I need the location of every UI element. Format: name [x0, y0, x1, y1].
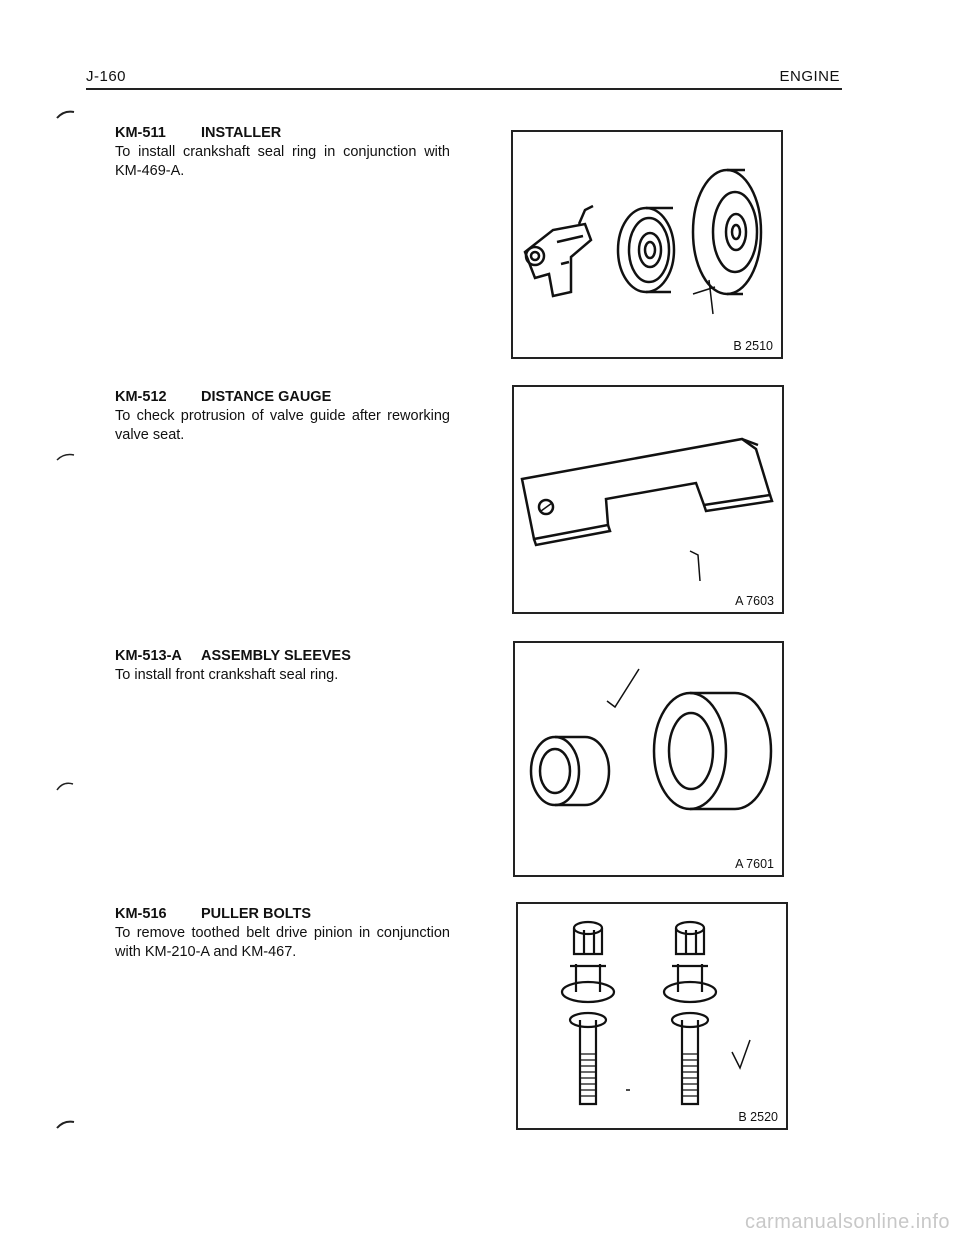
tool-description: To check protrusion of valve guide after reworking valve seat. [115, 408, 450, 443]
figure-ref: B 2510 [733, 339, 773, 353]
tool-title [115, 647, 450, 666]
tool-title [115, 905, 450, 924]
tool-name: DISTANCE GAUGE [201, 389, 332, 405]
tool-code: KM-516 [115, 906, 167, 922]
tool-entry-km-512 [115, 388, 450, 445]
puller-bolts-illustration [518, 904, 786, 1128]
margin-mark [56, 450, 76, 462]
tool-name: INSTALLER [201, 125, 282, 141]
tool-code: KM-511 [115, 125, 166, 141]
assembly-sleeves-illustration [515, 643, 782, 875]
watermark: carmanualsonline.info [744, 1211, 950, 1233]
tool-code: KM-512 [115, 389, 167, 405]
tool-description: To install front crankshaft seal ring. [115, 667, 339, 683]
figure-ref: A 7603 [735, 594, 774, 608]
tool-title [115, 124, 450, 143]
margin-mark [56, 1118, 76, 1130]
figure-assembly-sleeves [513, 641, 784, 877]
tool-description: To remove toothed belt drive pinion in conjunction with KM-210-A and KM-467. [115, 925, 450, 960]
figure-ref: A 7601 [735, 857, 774, 871]
tool-entry-km-511 [115, 124, 450, 181]
tool-entry-km-516 [115, 905, 450, 962]
figure-installer [511, 130, 783, 359]
figure-ref: B 2520 [738, 1110, 778, 1124]
installer-illustration [513, 132, 781, 357]
section-title: ENGINE [779, 68, 840, 85]
tool-description: To install crankshaft seal ring in conjunction with KM-469-A. [115, 144, 450, 179]
tool-code: KM-513-A [115, 648, 182, 664]
margin-mark [56, 778, 76, 792]
margin-mark [56, 108, 76, 120]
tool-entry-km-513-a [115, 647, 450, 685]
tool-title [115, 388, 450, 407]
header-rule [86, 88, 842, 90]
tool-name: PULLER BOLTS [201, 906, 312, 922]
figure-puller-bolts [516, 902, 788, 1130]
distance-gauge-illustration [514, 387, 782, 612]
figure-distance-gauge [512, 385, 784, 614]
page-number: J-160 [86, 68, 127, 85]
tool-name: ASSEMBLY SLEEVES [201, 648, 351, 664]
